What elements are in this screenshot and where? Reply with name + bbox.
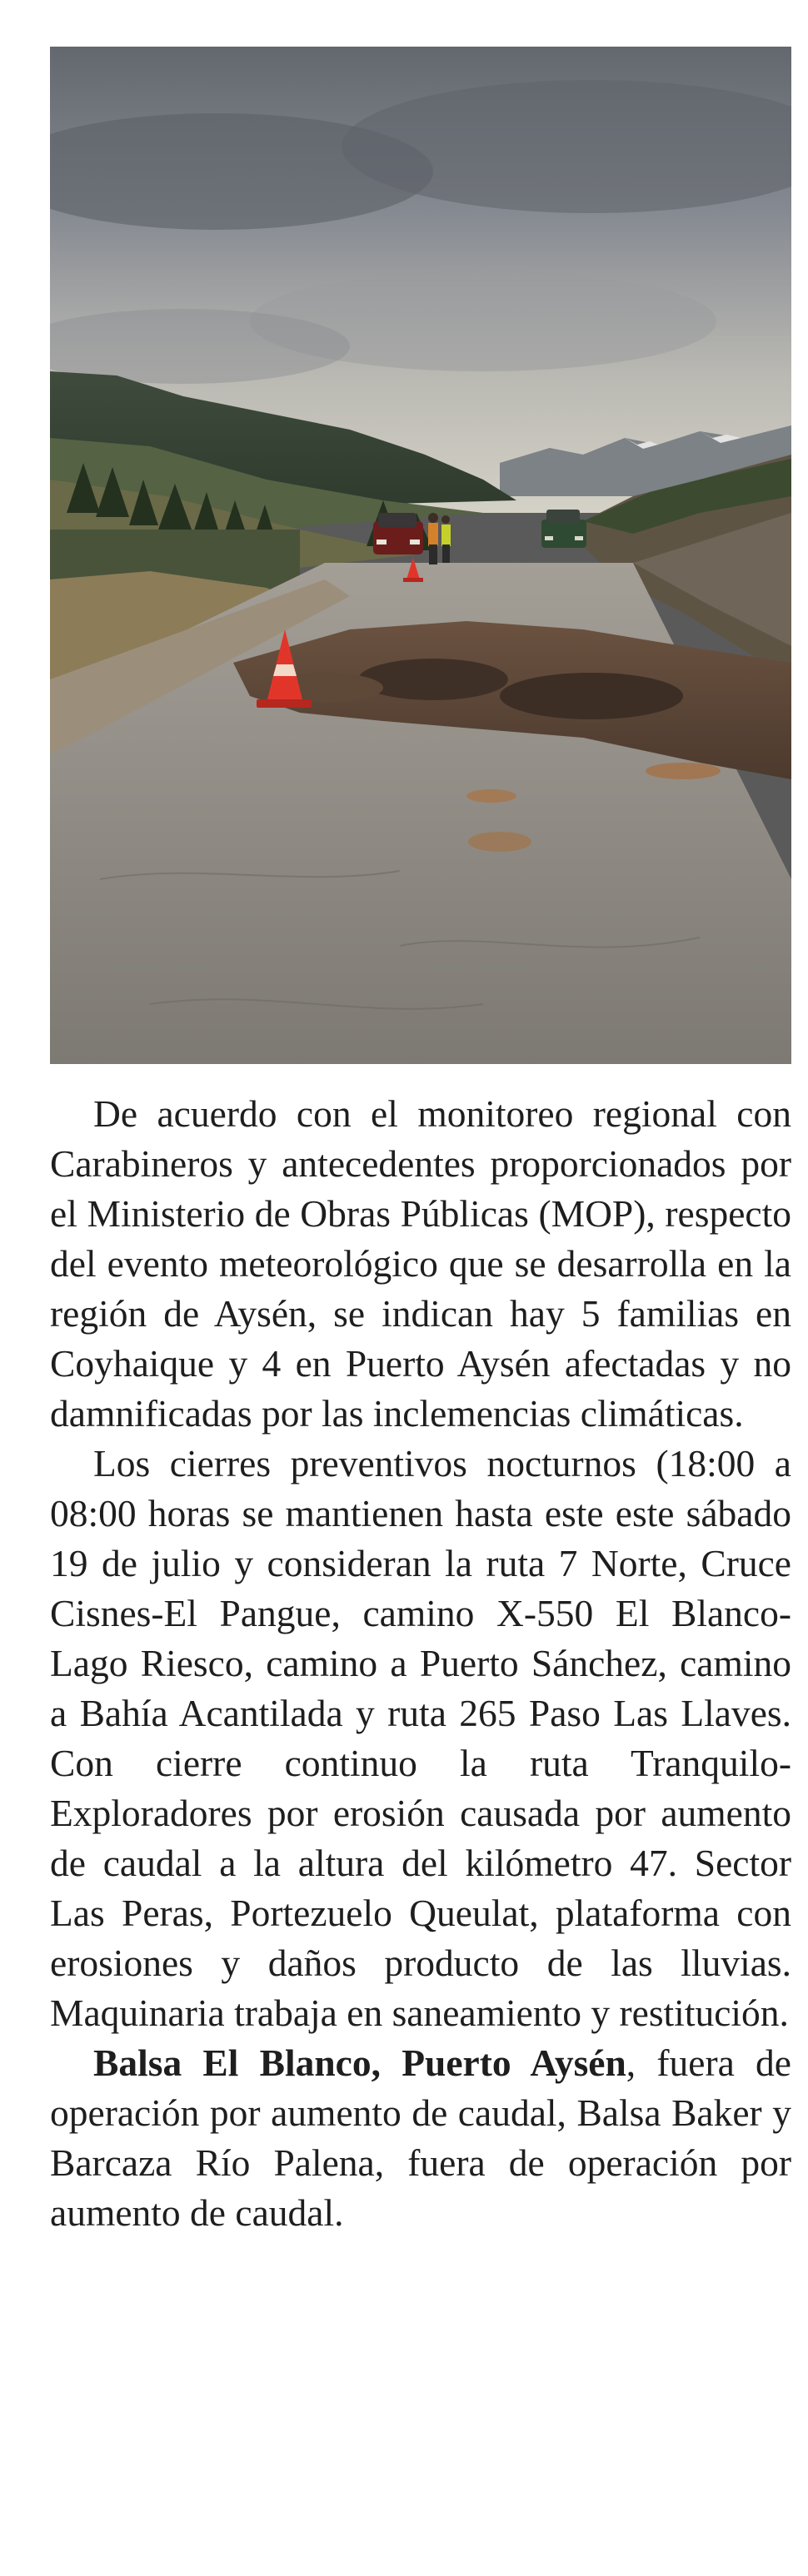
article-body <box>50 1089 791 2238</box>
article-paragraph: Los cierres preventivos nocturnos (18:00 a 08:00 horas se mantienen hasta este este sábado 19 de julio y consideran la ruta 7 Norte, Cruce Cisnes-El Pangue, camino X-550 El Blanco-Lago Riesco, camino a Puerto Sánchez, camino a Bahía Acantilada y ruta 265 Paso Las Llaves. Con cierre continuo la ruta Tranquilo-Exploradores por erosión causada por aumento de caudal a la altura del kilómetro 47. Sector Las Peras, Portezuelo Queulat, plataforma con erosiones y daños producto de las lluvias. Maquinaria trabaja en saneamiento y restitución. <box>50 1442 791 2034</box>
ferry-status-text: , fuera de operación por aumento de caudal, Balsa Baker y Barcaza Río Palena, fuera de operación por aumento de caudal. <box>50 2041 791 2234</box>
article-paragraph <box>50 2038 791 2238</box>
mud-puddle <box>646 763 721 779</box>
mud-clump <box>500 673 683 719</box>
mud-puddle <box>468 832 531 852</box>
ferry-names-bold: Balsa El Blanco, Puerto Aysén <box>93 2041 626 2084</box>
worker <box>441 515 451 563</box>
landslide-road-photo <box>50 47 791 1064</box>
red-vehicle <box>373 513 423 554</box>
news-photo <box>50 47 791 1064</box>
article-paragraph: De acuerdo con el monitoreo regional con Carabineros y antecedentes proporcionados por el Ministerio de Obras Públicas (MOP), respecto del evento meteorológico que se desarrolla en la región de Aysén, se indican hay 5 familias en Coyhaique y 4 en Puerto Aysén afectadas y no damnificadas por las inclemencias climáticas. <box>50 1092 791 1435</box>
mud-puddle <box>466 789 516 803</box>
mud-clump <box>358 659 508 700</box>
green-truck <box>541 510 586 548</box>
worker <box>428 513 438 564</box>
